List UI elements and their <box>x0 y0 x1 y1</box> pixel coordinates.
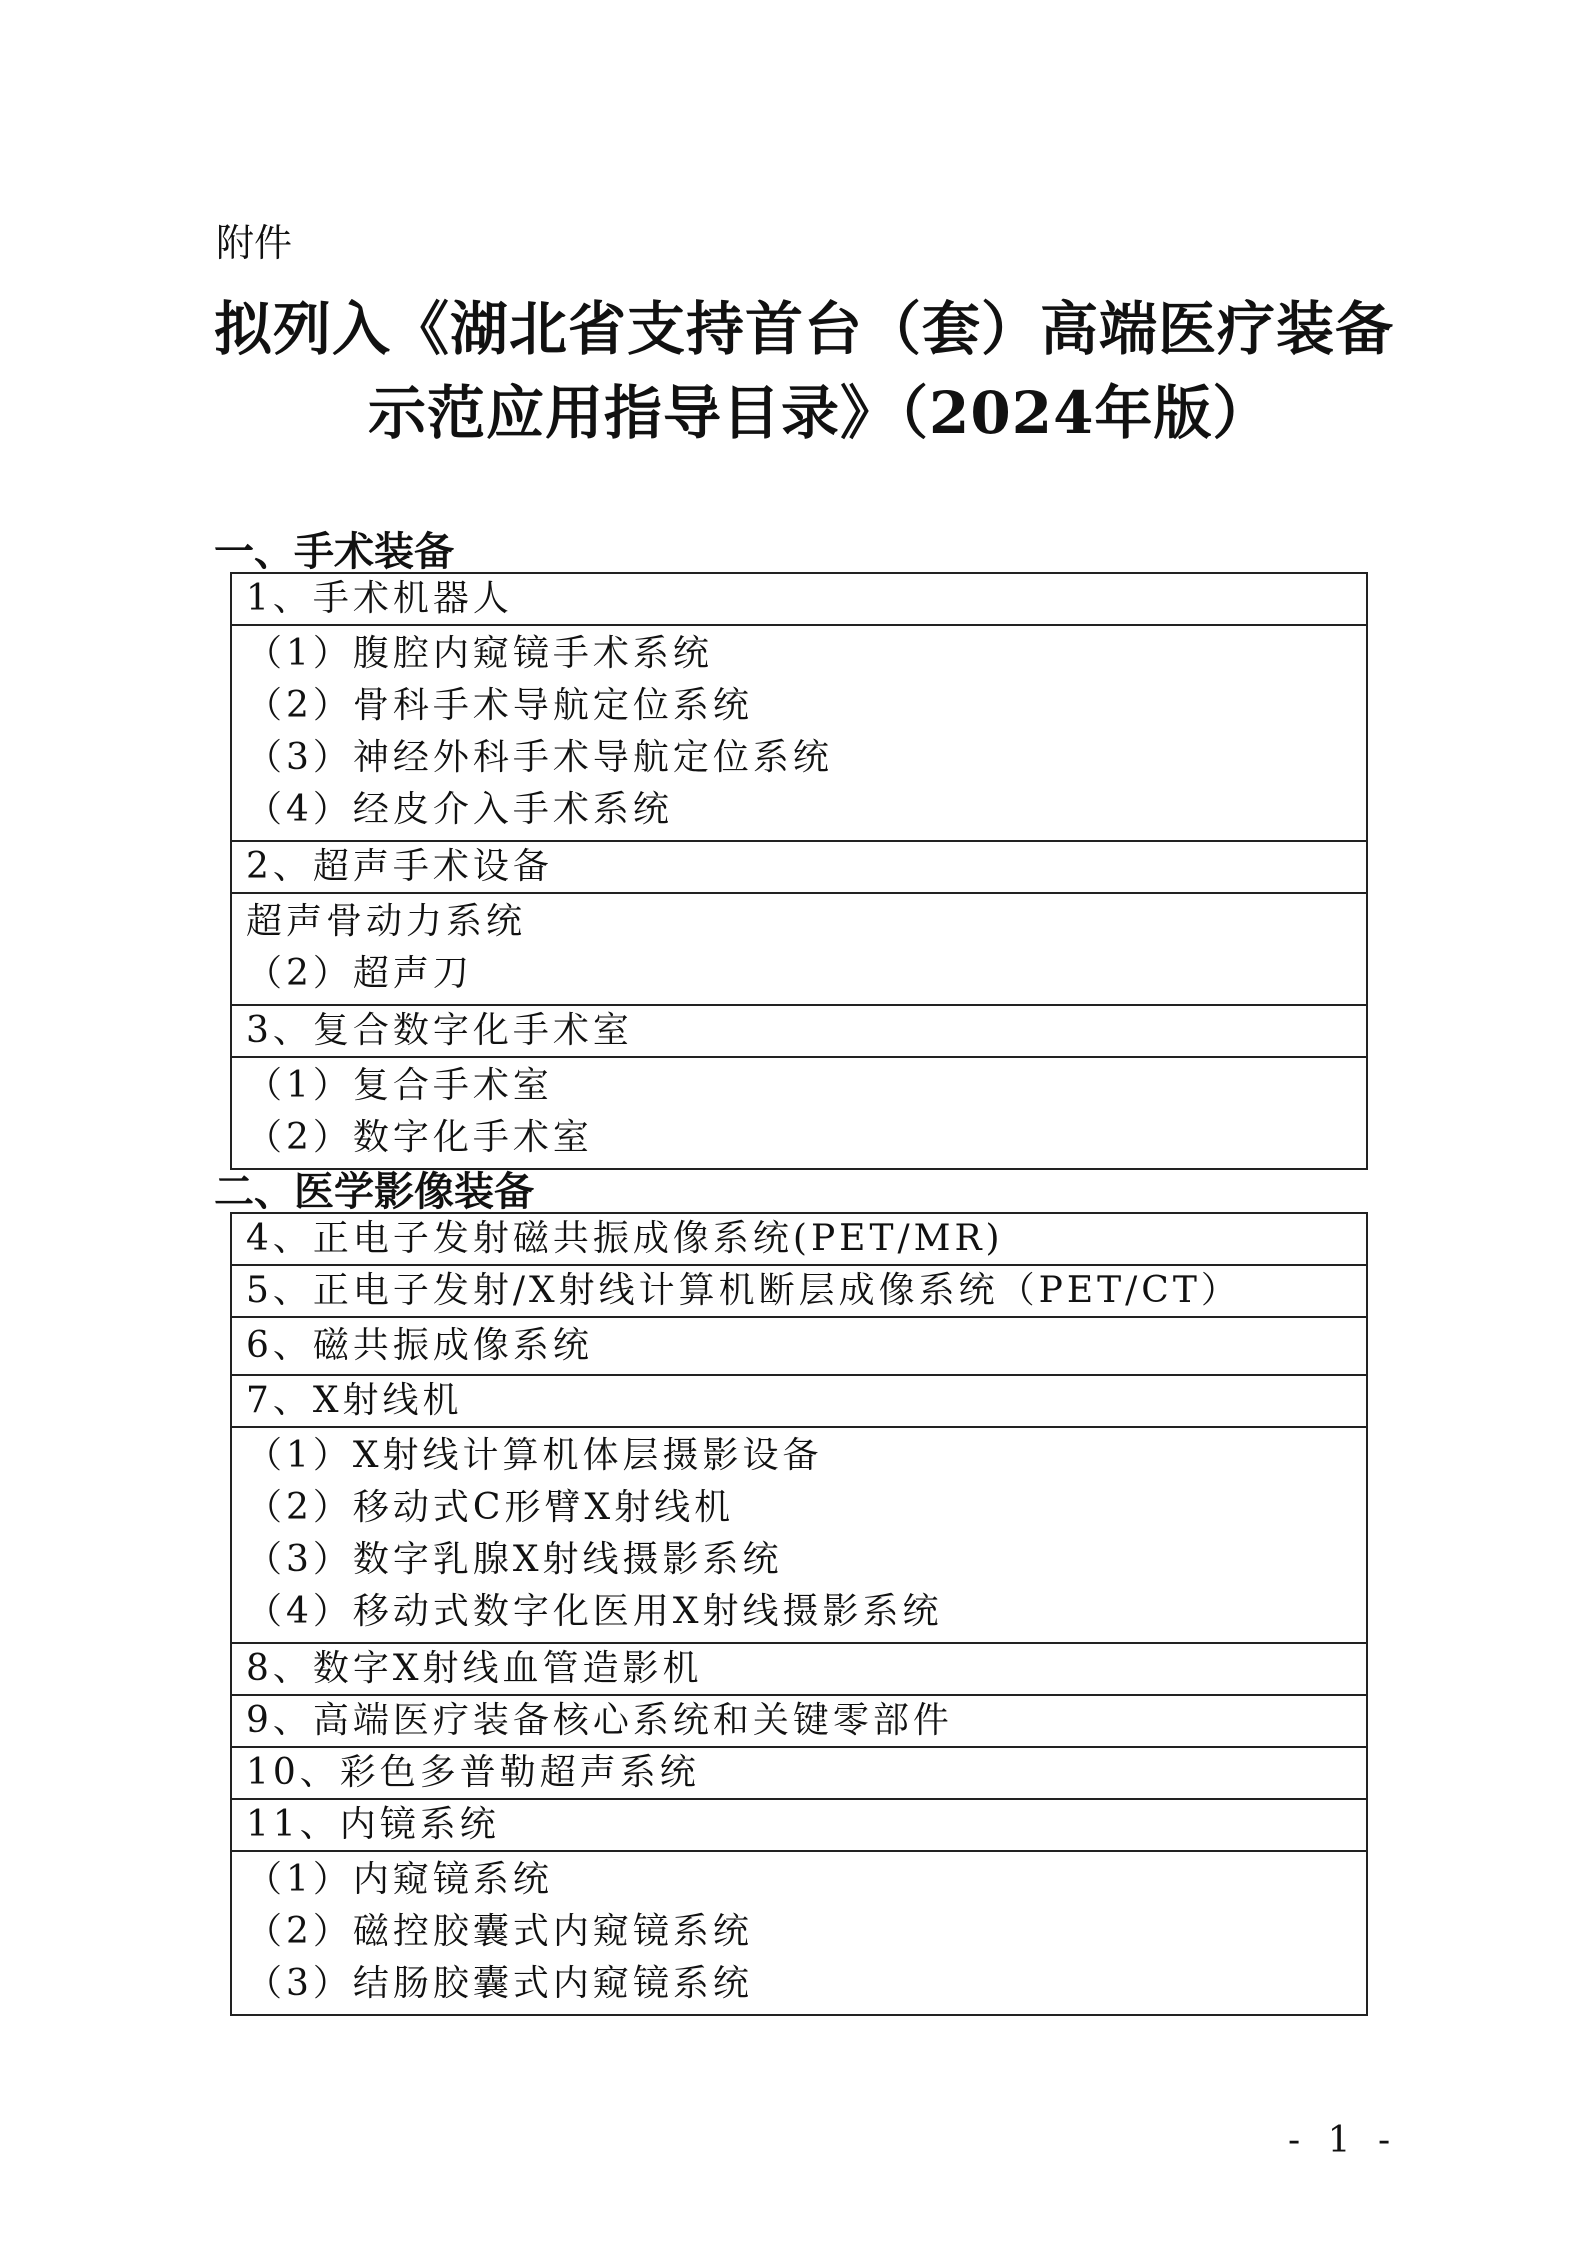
table-row <box>231 1057 1367 1169</box>
attachment-label: 附件 <box>216 221 293 265</box>
category-cell: 8、数字X射线血管造影机 <box>231 1643 1367 1695</box>
table-row <box>231 1695 1367 1747</box>
category-cell: 6、磁共振成像系统 <box>231 1317 1367 1375</box>
list-item: （2）移动式C形臂X射线机 <box>246 1487 735 1528</box>
table-row <box>231 1265 1367 1317</box>
list-item: （3）神经外科手术导航定位系统 <box>246 737 833 778</box>
category-cell: 10、彩色多普勒超声系统 <box>231 1747 1367 1799</box>
table-row <box>231 893 1367 1005</box>
subitem-cell <box>231 625 1367 841</box>
table-row <box>231 1375 1367 1427</box>
table-row <box>231 1799 1367 1851</box>
list-item: （2）超声刀 <box>246 953 473 994</box>
document-title-line-2: 示范应用指导目录》（2024年版） <box>368 379 1272 447</box>
imaging-equipment-table <box>230 1212 1368 2016</box>
table-row <box>231 1851 1367 2015</box>
category-cell: 4、正电子发射磁共振成像系统(PET/MR) <box>231 1213 1367 1265</box>
list-item: （1）复合手术室 <box>246 1065 553 1106</box>
category-cell: 5、正电子发射/X射线计算机断层成像系统（PET/CT） <box>231 1265 1367 1317</box>
category-cell: 2、超声手术设备 <box>231 841 1367 893</box>
subitem-cell <box>231 1427 1367 1643</box>
table-row <box>231 1005 1367 1057</box>
section-heading-imaging: 二、医学影像装备 <box>214 1169 534 1215</box>
category-cell: 11、内镜系统 <box>231 1799 1367 1851</box>
list-item: （2）数字化手术室 <box>246 1117 593 1158</box>
list-item: （3）数字乳腺X射线摄影系统 <box>246 1539 783 1580</box>
list-item: （2）磁控胶囊式内窥镜系统 <box>246 1911 753 1952</box>
subitem-cell <box>231 893 1367 1005</box>
table-row <box>231 1317 1367 1375</box>
list-item: （4）经皮介入手术系统 <box>246 789 673 830</box>
table-row <box>231 1643 1367 1695</box>
subitem-cell <box>231 1057 1367 1169</box>
table-row <box>231 1427 1367 1643</box>
category-cell: 3、复合数字化手术室 <box>231 1005 1367 1057</box>
section-heading-surgical: 一、手术装备 <box>214 529 454 575</box>
list-item: （3）结肠胶囊式内窥镜系统 <box>246 1963 753 2004</box>
table-row <box>231 1747 1367 1799</box>
table-row <box>231 625 1367 841</box>
subitem-cell <box>231 1851 1367 2015</box>
table-row <box>231 841 1367 893</box>
category-cell: 1、手术机器人 <box>231 573 1367 625</box>
surgical-equipment-table <box>230 572 1368 1170</box>
list-item: （1）内窥镜系统 <box>246 1859 553 1900</box>
list-item: （1）X射线计算机体层摄影设备 <box>246 1435 823 1476</box>
category-cell: 9、高端医疗装备核心系统和关键零部件 <box>231 1695 1367 1747</box>
list-item: （2）骨科手术导航定位系统 <box>246 685 753 726</box>
table-row <box>231 573 1367 625</box>
list-item: 超声骨动力系统 <box>246 901 527 942</box>
table-row <box>231 1213 1367 1265</box>
page-number: - 1 - <box>1288 2120 1399 2161</box>
category-cell: 7、X射线机 <box>231 1375 1367 1427</box>
list-item: （1）腹腔内窥镜手术系统 <box>246 633 713 674</box>
document-title-line-1: 拟列入《湖北省支持首台（套）高端医疗装备 <box>214 295 1395 363</box>
list-item: （4）移动式数字化医用X射线摄影系统 <box>246 1591 943 1632</box>
